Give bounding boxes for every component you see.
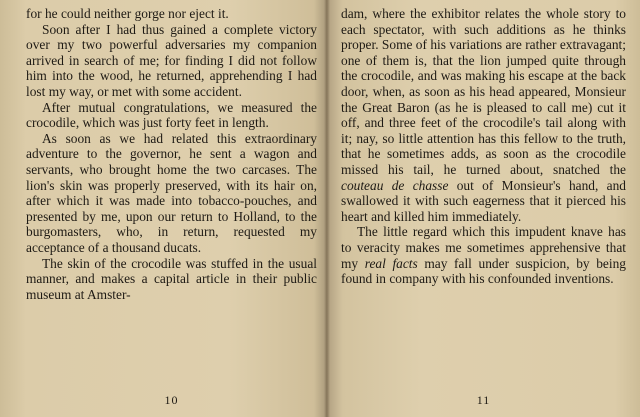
right-paragraph-2-text: The little regard which this impudent knave has to veracity makes me sometimes apprehensive that my xyxy=(341,224,626,271)
left-paragraph-1: for he could neither gorge nor eject it. xyxy=(26,6,229,21)
right-page-number: 11 xyxy=(476,393,491,408)
left-page-number: 10 xyxy=(164,393,179,408)
right-paragraph-2 xyxy=(341,224,626,286)
right-page xyxy=(327,0,640,417)
left-paragraph-4: As soon as we had related this extraordinary adventure to the governor, he sent a wagon and servants, who brought home the two carcases. The lion's skin was properly preserved, with its hair on, after which it was made into tobacco-pouches, and presented by me, upon our return to Holland, to the burgomasters, who, in return, requested my acceptance of a thousand ducats. xyxy=(26,130,317,255)
left-paragraph-2: Soon after I had thus gained a complete victory over my two powerful adversaries my companion arrived in search of me; for finding I did not follow him into the wood, he returned, apprehending I had lost my way, or met with some accident. xyxy=(26,21,317,99)
left-paragraph-3: After mutual congratulations, we measured the crocodile, which was just forty feet in length. xyxy=(26,99,317,131)
left-paragraph-5: The skin of the crocodile was stuffed in the usual manner, and makes a capital article in their public museum at Amster- xyxy=(26,255,317,302)
right-paragraph-2-italic: real facts xyxy=(364,255,418,271)
right-paragraph-1 xyxy=(341,6,626,224)
right-paragraph-1-after: out of Monsieur's hand, and swallowed it with such eagerness that it pierced his heart and killed him immediately. xyxy=(341,177,626,224)
right-paragraph-1-text: dam, where the exhibitor relates the whole story to each spectator, with such additions as he thinks proper. Some of his variations are rather extravagant; one of them is, that the lion jumped quite through the crocodile, and was making his escape at the back door, when, as soon as his head appeared, Monsieur the Great Baron (as he is pleased to call me) cut it off, and three feet of the crocodile's tail along with it; nay, so little attention has this fellow to the truth, that he sometimes adds, as soon as the crocodile missed his tail, he turned about, snatched the xyxy=(341,6,626,177)
right-paragraph-2-after: may fall under suspicion, by being found in company with his confounded inventions. xyxy=(341,255,626,287)
right-paragraph-1-italic: couteau de chasse xyxy=(341,177,449,193)
